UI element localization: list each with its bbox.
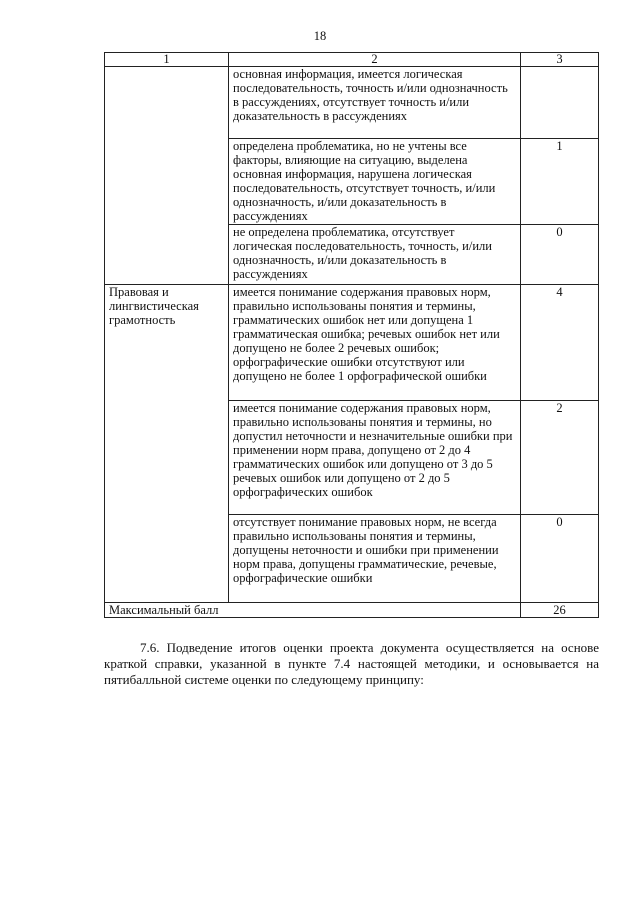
- score-cell: 4: [521, 285, 599, 401]
- score-cell: [521, 67, 599, 139]
- criteria-table: [104, 52, 599, 618]
- description-text: отсутствует понимание правовых норм, не всегда правильно использованы понятия и термины, допущены неточности и ошибки при применении норм права, допущены грамматические, речевые, орфографические ошибки: [233, 515, 499, 585]
- description-cell: [229, 401, 521, 515]
- score-cell: 0: [521, 225, 599, 285]
- table-row: [105, 67, 599, 139]
- criterion-cell: Правовая и лингвистическая грамотность: [105, 285, 229, 603]
- description-cell: [229, 515, 521, 603]
- description-cell: [229, 285, 521, 401]
- score-cell: 1: [521, 139, 599, 225]
- page-number: 18: [313, 29, 327, 43]
- column-header-3: 3: [521, 53, 599, 67]
- total-score: 26: [521, 603, 599, 618]
- description-text: определена проблематика, но не учтены все факторы, влияющие на ситуацию, выделена основная информация, нарушена логическая последовательность, отсутствует точность, и/или однозначность, и/или доказательность в рассуждениях: [233, 139, 496, 223]
- description-cell: [229, 67, 521, 139]
- description-text: основная информация, имеется логическая последовательность, точность и/или однозначность в рассуждениях, отсутствует точность и/или доказательность в рассуждениях: [233, 67, 508, 123]
- score-cell: 0: [521, 515, 599, 603]
- description-cell: [229, 139, 521, 225]
- description-text: не определена проблематика, отсутствует логическая последовательность, точность, и/или однозначность, и/или доказательность в рассуждениях: [233, 225, 492, 281]
- score-cell: 2: [521, 401, 599, 515]
- column-header-1: 1: [105, 53, 229, 67]
- total-row: [105, 603, 599, 618]
- description-text: имеется понимание содержания правовых норм, правильно использованы понятия и термины, но допустил неточности и незначительные ошибки при применении норм права, допущено от 2 до 4 грамматических ошибок или допущено от 3 до 5 речевых ошибок или допущено от 2 до 5 орфографических ошибок: [233, 401, 513, 499]
- column-header-2: 2: [229, 53, 521, 67]
- table-header-row: [105, 53, 599, 67]
- description-text: имеется понимание содержания правовых норм, правильно использованы понятия и термины, грамматических ошибок нет или допущена 1 грамматическая ошибка; речевых ошибок нет или допущено не более 2 речевых ошибок; орфографические ошибки отсутствуют или допущено не более 1 орфографической ошибки: [233, 285, 500, 383]
- criterion-cell-continued: [105, 67, 229, 285]
- description-cell: [229, 225, 521, 285]
- section-paragraph: 7.6. Подведение итогов оценки проекта документа осуществляется на основе краткой справки, указанной в пункте 7.4 настоящей методики, и основывается на пятибалльной системе оценки по следующему принципу:: [104, 640, 599, 687]
- total-label: Максимальный балл: [105, 603, 521, 618]
- table-row: [105, 285, 599, 401]
